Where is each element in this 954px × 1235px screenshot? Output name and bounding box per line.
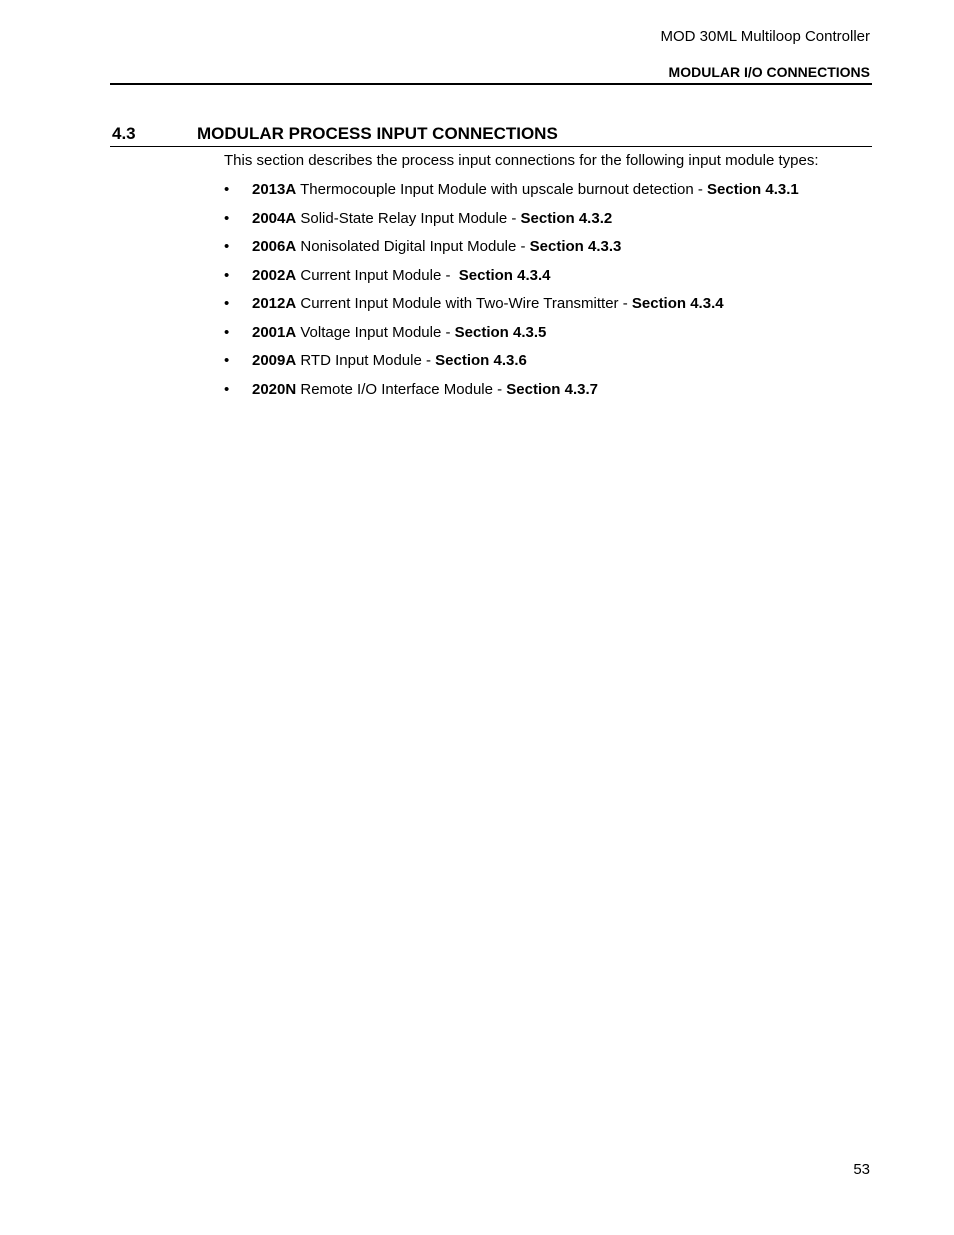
bullet-icon: • [224,352,230,369]
list-item [224,324,799,353]
module-description: Thermocouple Input Module with upscale burnout detection - [296,181,708,198]
section-reference: Section 4.3.6 [435,352,527,369]
bullet-icon: • [224,181,230,198]
module-code: 2001A [252,323,297,341]
module-list [224,181,799,409]
list-item [224,267,799,296]
module-code: 2009A [252,352,297,369]
module-description: Current Input Module - [296,266,459,284]
section-reference: Section 4.3.1 [707,181,799,198]
section-divider [110,146,872,147]
section-reference: Section 4.3.4 [631,295,724,312]
module-description: Nonisolated Digital Input Module - [296,238,530,255]
module-code: 2013A [252,181,297,198]
module-code: 2020N [252,380,297,398]
section-reference: Section 4.3.3 [529,238,622,255]
module-code: 2004A [252,209,297,227]
section-reference: Section 4.3.7 [506,380,599,398]
list-item [224,238,799,267]
bullet-icon: • [224,323,230,341]
module-description: Current Input Module with Two-Wire Transmitter - [296,295,632,312]
list-item [224,381,799,410]
module-code: 2002A [252,266,297,284]
header-divider [110,83,872,85]
section-reference: Section 4.3.4 [458,266,551,284]
page-number: 53 [853,1161,870,1178]
list-item [224,295,799,324]
bullet-icon: • [224,295,230,312]
header-section-name: MODULAR I/O CONNECTIONS [668,64,870,80]
module-description: RTD Input Module - [296,352,436,369]
list-item [224,210,799,239]
section-reference: Section 4.3.5 [454,323,547,341]
list-item [224,352,799,381]
module-description: Solid-State Relay Input Module - [296,209,521,227]
module-description: Voltage Input Module - [296,323,455,341]
section-title: MODULAR PROCESS INPUT CONNECTIONS [197,124,558,143]
bullet-icon: • [224,209,230,227]
header-title: MOD 30ML Multiloop Controller [660,28,870,45]
section-heading [112,124,872,146]
list-item [224,181,799,210]
bullet-icon: • [224,266,230,284]
section-reference: Section 4.3.2 [520,209,613,227]
bullet-icon: • [224,238,230,255]
module-description: Remote I/O Interface Module - [296,380,507,398]
section-intro: This section describes the process input connections for the following input module types: [224,152,819,169]
module-code: 2006A [252,238,297,255]
module-code: 2012A [252,295,297,312]
section-number: 4.3 [112,124,136,143]
bullet-icon: • [224,380,230,398]
